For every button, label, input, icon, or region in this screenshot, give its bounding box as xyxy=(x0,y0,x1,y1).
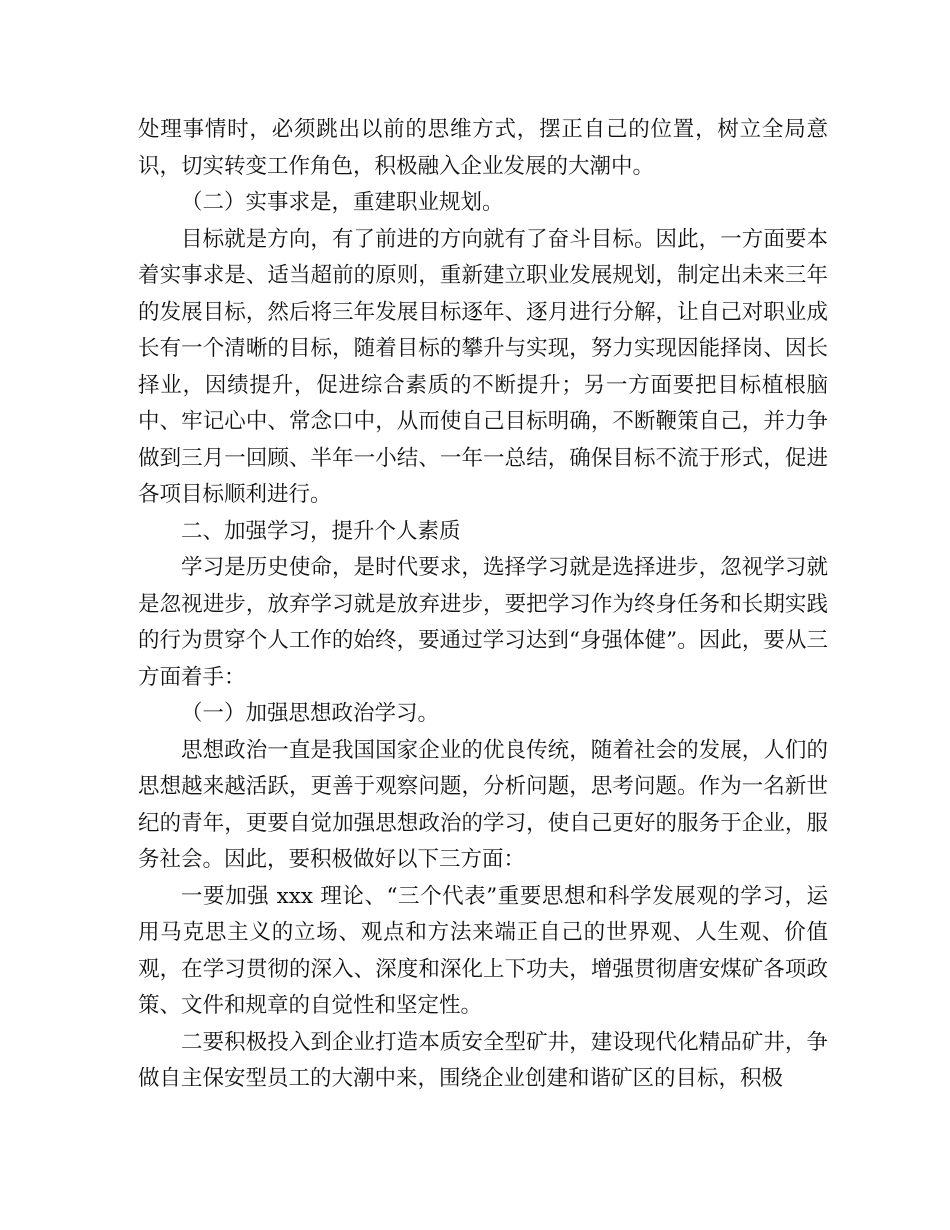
paragraph: 思想政治一直是我国国家企业的优良传统，随着社会的发展，人们的思想越来越活跃，更善于观察问题，分析问题，思考问题。作为一名新世纪的青年，更要自觉加强思想政治的学习，使自己更好的服务于企业，服务社会。因此，要积极做好以下三方面： xyxy=(138,737,828,872)
paragraph: 一要加强 xxx 理论、“三个代表”重要思想和科学发展观的学习，运用马克思主义的立场、观点和方法来端正自己的世界观、人生观、价值观，在学习贯彻的深入、深度和深化上下功夫，增强贯彻唐安煤矿各项政策、文件和规章的自觉性和坚定性。 xyxy=(138,883,828,1018)
paragraph: 目标就是方向，有了前进的方向就有了奋斗目标。因此，一方面要本着实事求是、适当超前的原则，重新建立职业发展规划，制定出未来三年的发展目标，然后将三年发展目标逐年、逐月进行分解，让自己对职业成长有一个清晰的目标，随着目标的攀升与实现，努力实现因能择岗、因长择业，因绩提升，促进综合素质的不断提升；另一方面要把目标植根脑中、牢记心中、常念口中，从而使自己目标明确，不断鞭策自己，并力争做到三月一回顾、半年一小结、一年一总结，确保目标不流于形式，促进各项目标顺利进行。 xyxy=(138,226,828,507)
document-body xyxy=(138,112,828,1098)
section-heading: 二、加强学习，提升个人素质 xyxy=(181,518,461,544)
paragraph-continued: 处理事情时，必须跳出以前的思维方式，摆正自己的位置，树立全局意识，切实转变工作角色，积极融入企业发展的大潮中。 xyxy=(138,117,828,179)
paragraph: 学习是历史使命，是时代要求，选择学习就是选择进步，忽视学习就是忽视进步，放弃学习就是放弃进步，要把学习作为终身任务和长期实践的行为贯穿个人工作的始终，要通过学习达到“身强体健”。因此，要从三方面着手： xyxy=(138,555,828,690)
paragraph: 二要积极投入到企业打造本质安全型矿井，建设现代化精品矿井，争做自主保安型员工的大潮中来，围绕企业创建和谐矿区的目标，积极 xyxy=(138,1029,828,1091)
section-subheading: （一）加强思想政治学习。 xyxy=(181,701,440,726)
section-subheading: （二）实事求是，重建职业规划。 xyxy=(181,190,504,215)
